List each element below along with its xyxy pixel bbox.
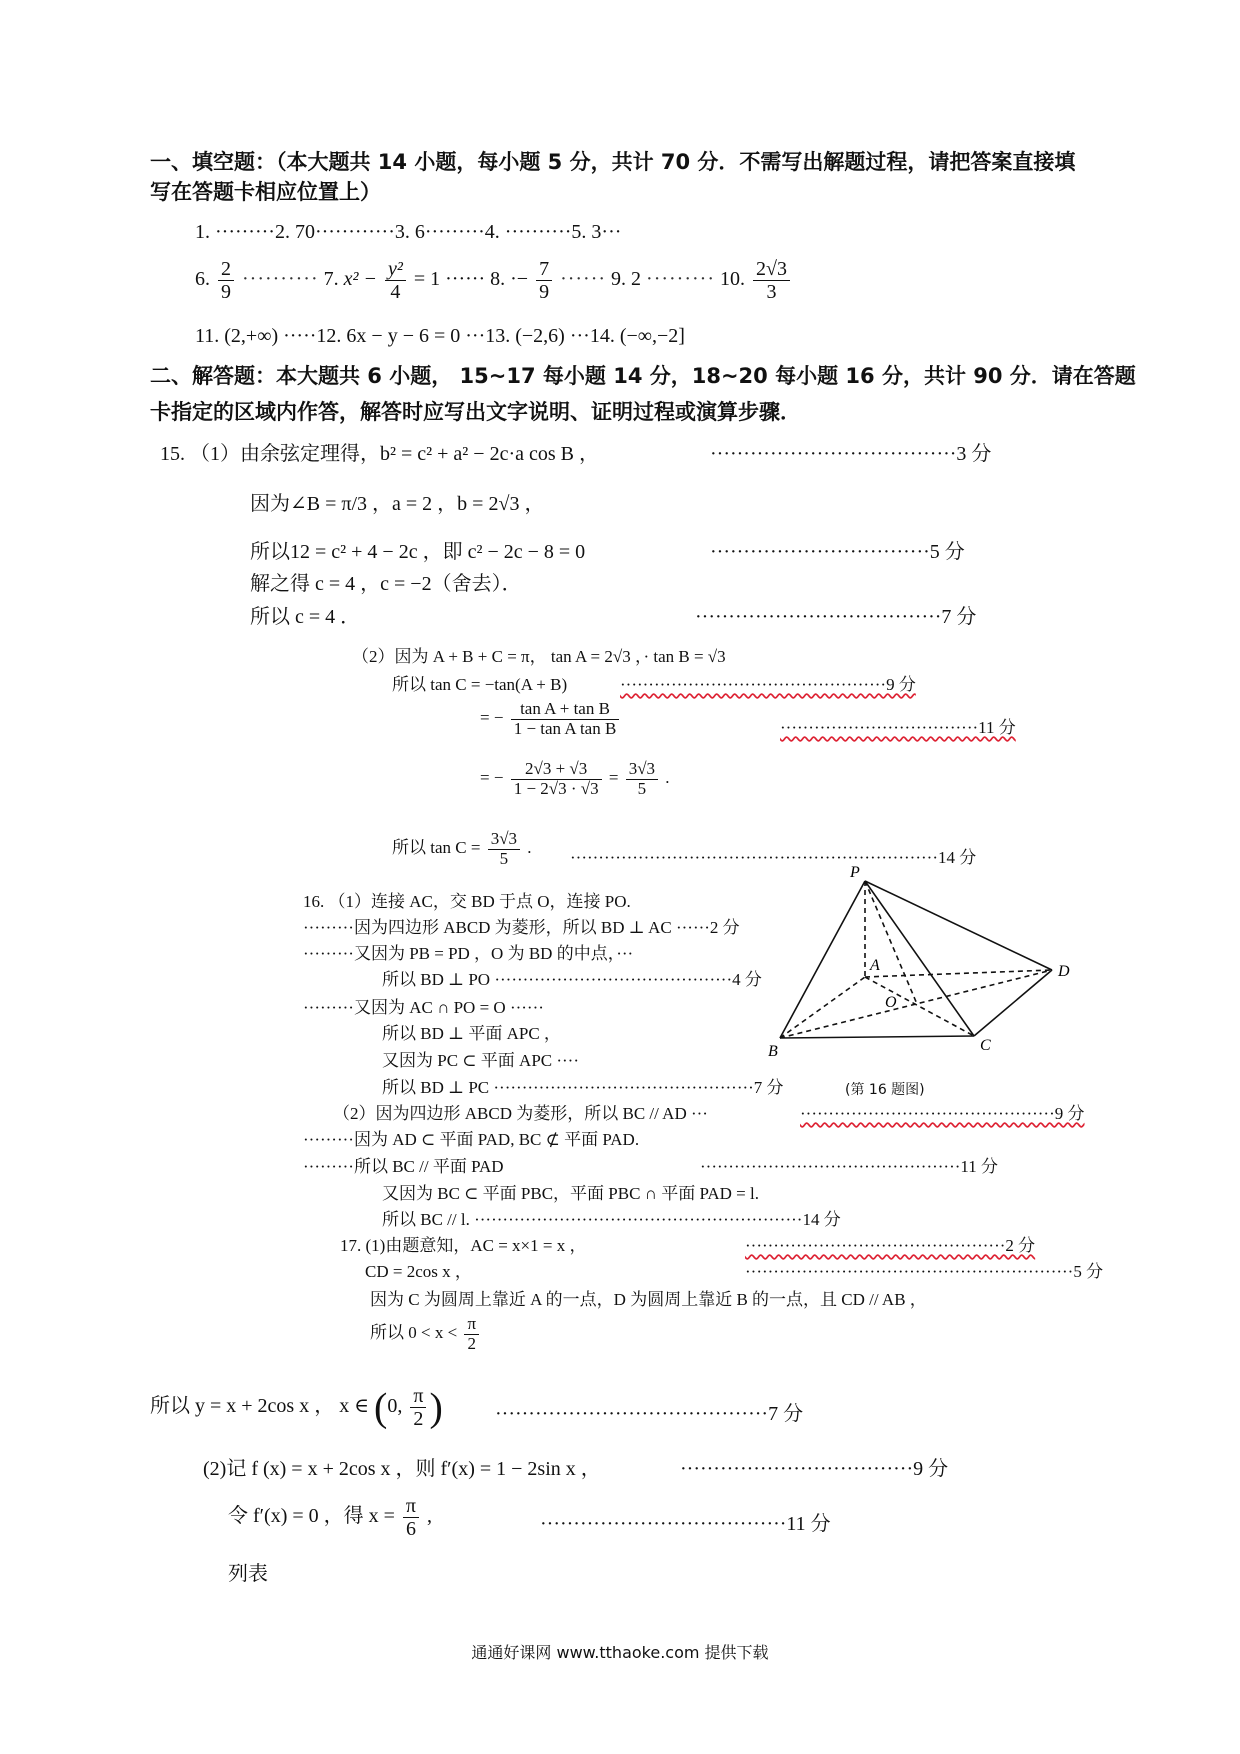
answer-6-num: 2: [218, 258, 234, 281]
q15-frac2-num: 2√3 + √3: [511, 760, 602, 780]
q16-part2-line3-score: ··············································11 分: [700, 1157, 999, 1176]
q15-line3-score: ·································5 分: [710, 541, 965, 563]
q15-part2-line4: = − $\frac{2√3 + √3}{1 - 2√3 \cdot √3}$ = $\frac{3√3}{5}$ .: [480, 759, 670, 798]
q15-frac1-num: tan A + tan B: [511, 700, 620, 720]
q17-line7-score: ·····································11 分: [540, 1513, 831, 1535]
pyramid-figure: [760, 862, 1090, 1072]
q17-line2: CD = 2cos x ，: [365, 1262, 472, 1281]
figure-label-b: B: [768, 1043, 778, 1060]
figure-label-d: D: [1058, 963, 1070, 980]
q17-line5: 所以 y = x + 2cos x ， x ∈ (0, $\frac{\pi}{2}$ ): [150, 1384, 443, 1430]
q15-frac4-den: 5: [499, 848, 509, 868]
answer-9: 9. 2: [611, 268, 642, 291]
section1-heading-line1: 一、填空题：（本大题共 14 小题，每小题 5 分，共计 70 分．不需写出解题过程，请把答案直接填: [150, 150, 1076, 174]
q15-frac2-den: 1 − 2√3 · √3: [513, 778, 599, 798]
q16-part2-line4: 又因为 BC ⊂ 平面 PBC，平面 PBC ∩ 平面 PAD = l.: [382, 1184, 759, 1203]
q17-line1: 17. (1)由题意知，AC = x×1 = x ，: [340, 1236, 587, 1255]
q15-line1: 15. （1）由余弦定理得，b² = c² + a² − 2c·a cos B ，: [160, 443, 599, 465]
q17-line7-label: 令 f′(x) = 0 ，得 x =: [228, 1505, 395, 1528]
q15-part2-line2-score: ···············································9 分: [620, 675, 916, 694]
q15-line2: 因为∠B = π/3 ，a = 2 ，b = 2√3 ，: [250, 493, 545, 515]
q17-line8: 列表: [228, 1563, 268, 1585]
q17-line1-score: ··············································2 分: [745, 1236, 1036, 1255]
q15-frac4-num: 3√3: [488, 830, 520, 850]
q15-part2-line3-score: ···································11 分: [780, 718, 1016, 737]
section2-heading-line2: 卡指定的区域内作答，解答时应写出文字说明、证明过程或演算步骤．: [150, 400, 801, 424]
q17-line5-label: 所以 y = x + 2cos x ， x ∈: [150, 1395, 370, 1418]
answer-8-label: 8.: [490, 268, 506, 291]
q15-part2-line5: 所以 tan C = $\frac{3√3}{5}$ .: [392, 829, 532, 868]
q17-frac2-num: π: [403, 1495, 419, 1518]
answers-row3: 11. (2,+∞) ·····12. 6x − y − 6 = 0 ···13. (−2,6) ···14. (−∞,−2]: [195, 325, 685, 347]
q15-line1-score: ·····································3 分: [710, 443, 992, 465]
q16-line1: 16. （1）连接 AC，交 BD 于点 O，连接 PO.: [303, 892, 631, 911]
answer-10-label: 10.: [719, 268, 745, 291]
q17-line7: 令 f′(x) = 0 ，得 x = $\frac{\pi}{6}$ ,: [228, 1495, 433, 1540]
figure-label-a: A: [870, 957, 880, 974]
q15-line4: 解之得 c = 4 ，c = −2（舍去）．: [250, 573, 522, 595]
q17-line6-score: ···································9 分: [680, 1458, 949, 1480]
q17-frac1-den: 2: [467, 1333, 476, 1353]
answer-7-num: y²: [385, 258, 406, 281]
answers-row1: 1. ·········2. 70············3. 6·········4. ··········5. 3···: [195, 221, 622, 243]
q16-line7: 又因为 PC ⊂ 平面 APC ····: [382, 1051, 580, 1070]
answer-10-den: 3: [766, 281, 777, 303]
q17-line4-label: 所以 0 < x <: [370, 1323, 458, 1343]
answer-8-num: 7: [536, 258, 552, 281]
q17-line4: [370, 1315, 482, 1371]
q16-line5: ·········又因为 AC ∩ PO = O ······: [303, 998, 544, 1017]
q15-line5-score: ·····································7 分: [695, 606, 977, 628]
q17-line5-score: ·········································7 分: [495, 1403, 804, 1425]
q17-frac2-den: 6: [405, 1518, 416, 1540]
q16-part2-line1: （2）因为四边形 ABCD 为菱形，所以 BC // AD ···: [333, 1104, 708, 1123]
q16-line3: ·········又因为 PB = PD ，O 为 BD 的中点，···: [303, 944, 634, 963]
q15-part2-line2: 所以 tan C = −tan(A + B): [392, 675, 568, 694]
page-footer: 通通好课网 www.tthaoke.com 提供下载: [471, 1643, 769, 1662]
q15-frac3-num: 3√3: [626, 760, 658, 780]
q16-line6: 所以 BD ⊥ 平面 APC ，: [382, 1024, 561, 1043]
q16-line8: 所以 BD ⊥ PC ··············································7 分: [382, 1078, 784, 1097]
q17-line2-score: ··························································5 分: [745, 1262, 1104, 1281]
section2-heading-line1: 二、解答题：本大题共 6 小题， 15~17 每小题 14 分，18~20 每小题 16 分，共计 90 分．请在答题: [150, 364, 1136, 388]
answer-7-den: 4: [390, 281, 401, 303]
q15-part2-line3: = − $\frac{\text{tan A + tan B}}{\text{1 − tan A tan B}}$: [480, 700, 622, 758]
q15-part2-line5-label: 所以 tan C =: [392, 838, 481, 858]
q16-line4: 所以 BD ⊥ PO ··········································4 分: [382, 970, 762, 989]
figure-caption: (第 16 题图): [845, 1082, 925, 1098]
q16-part2-line1-score: ·············································9 分: [800, 1104, 1085, 1123]
answer-6-den: 9: [221, 281, 231, 303]
q17-line3: 因为 C 为圆周上靠近 A 的一点，D 为圆周上靠近 B 的一点，且 CD // AB ，: [370, 1290, 927, 1309]
q16-part2-line3: ·········所以 BC // 平面 PAD: [303, 1157, 504, 1176]
q16-part2-line2: ·········因为 AD ⊂ 平面 PAD, BC ⊄ 平面 PAD.: [303, 1130, 640, 1149]
section1-heading-line2: 写在答题卡相应位置上）: [150, 180, 381, 204]
figure-label-o: O: [885, 994, 897, 1011]
figure-label-p: P: [850, 864, 860, 881]
q17-frac1-num: π: [464, 1315, 479, 1335]
answer-10-num: 2√3: [753, 258, 790, 281]
q15-part2-line1: （2）因为 A + B + C = π， tan A = 2√3 ，· tan B = √3: [352, 647, 726, 666]
answer-6-label: 6.: [195, 268, 210, 291]
q16-part2-line5: 所以 BC // l. ··························································14 分: [382, 1210, 841, 1229]
q17-line6: (2)记 f (x) = x + 2cos x ，则 f′(x) = 1 − 2sin x ，: [203, 1458, 601, 1480]
answers-row2: 6. $\frac{2}{9}$ ·········· 7. x² − $\frac{\text{y²}}{4}$ = 1 ······ 8. ·− $\frac{7}{9}$ ······ 9. 2 ········· 10. $\frac{2√3}{3}$: [195, 258, 793, 318]
q15-line5: 所以 c = 4 ．: [250, 606, 361, 628]
answer-8-den: 9: [539, 281, 550, 303]
q16-line2: ·········因为四边形 ABCD 为菱形，所以 BD ⊥ AC ······2 分: [303, 918, 740, 937]
q15-frac3-den: 5: [637, 778, 647, 798]
figure-label-c: C: [980, 1037, 991, 1054]
q15-part2-line5-score: ·································································14 分: [570, 848, 977, 867]
q15-line3: 所以12 = c² + 4 − 2c ，即 c² − 2c − 8 = 0: [250, 541, 586, 563]
q15-frac1-den: 1 − tan A tan B: [513, 718, 617, 738]
answer-7-label: 7.: [323, 268, 339, 291]
